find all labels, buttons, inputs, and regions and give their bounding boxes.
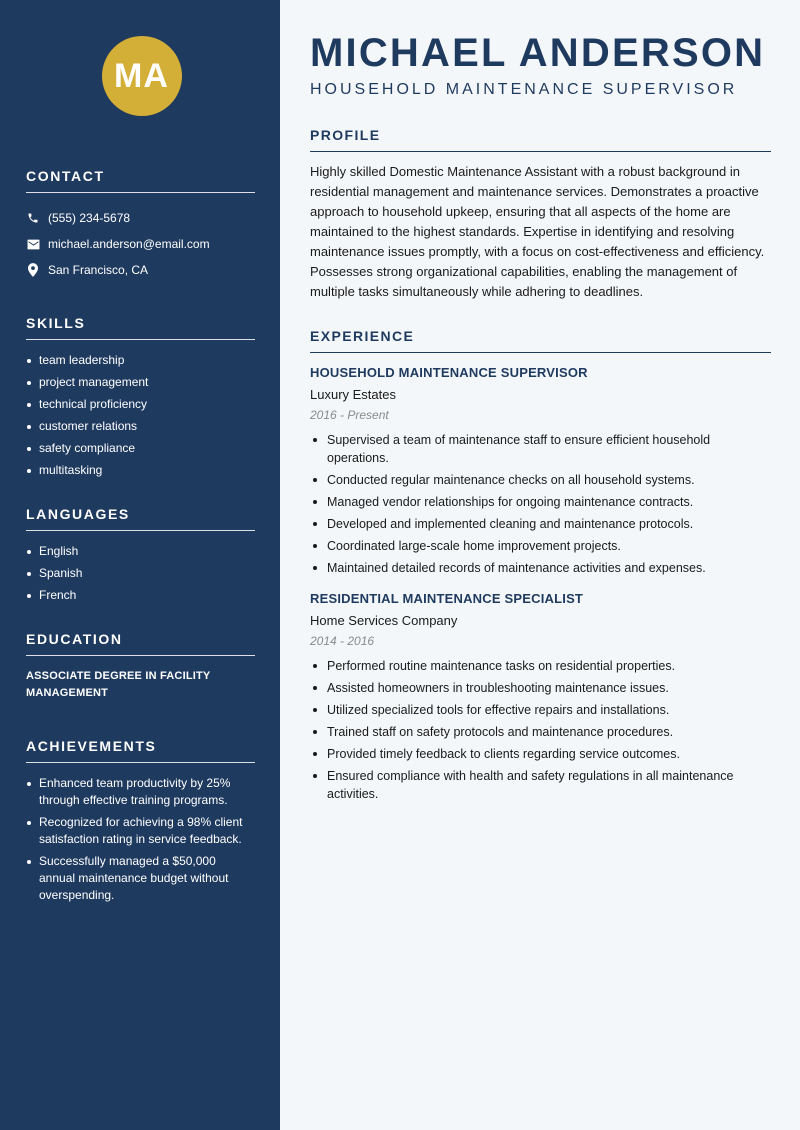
- skill-item: technical proficiency: [26, 396, 255, 413]
- job-bullet: Managed vendor relationships for ongoing maintenance contracts.: [310, 493, 771, 511]
- achievements-list: [26, 775, 255, 904]
- languages-heading: LANGUAGES: [26, 506, 255, 531]
- phone-icon: [26, 211, 40, 225]
- skills-heading: SKILLS: [26, 315, 255, 340]
- candidate-title: HOUSEHOLD MAINTENANCE SUPERVISOR: [310, 81, 738, 98]
- skills-list: [26, 352, 255, 479]
- job-bullet: Ensured compliance with health and safety regulations in all maintenance activities.: [310, 767, 771, 803]
- job-bullet: Conducted regular maintenance checks on all household systems.: [310, 471, 771, 489]
- job-bullet: Supervised a team of maintenance staff to ensure efficient household operations.: [310, 431, 771, 467]
- skills-section: [26, 315, 255, 479]
- job-dates: 2014 - 2016: [310, 634, 375, 648]
- job-title: RESIDENTIAL MAINTENANCE SPECIALIST: [310, 591, 584, 606]
- contact-section: [26, 168, 255, 283]
- contact-heading: CONTACT: [26, 168, 255, 193]
- job-bullet: Assisted homeowners in troubleshooting maintenance issues.: [310, 679, 771, 697]
- skill-item: multitasking: [26, 462, 255, 479]
- achievements-heading: ACHIEVEMENTS: [26, 738, 255, 763]
- job-bullet: Developed and implemented cleaning and maintenance protocols.: [310, 515, 771, 533]
- job-title: HOUSEHOLD MAINTENANCE SUPERVISOR: [310, 365, 588, 380]
- profile-section: [310, 127, 771, 302]
- email-text: michael.anderson@email.com: [48, 237, 210, 251]
- job-dates: 2016 - Present: [310, 408, 389, 422]
- skill-item: team leadership: [26, 352, 255, 369]
- achievement-item: Successfully managed a $50,000 annual maintenance budget without overspending.: [26, 853, 255, 904]
- job-bullet: Trained staff on safety protocols and maintenance procedures.: [310, 723, 771, 741]
- languages-list: [26, 543, 255, 604]
- job-company: Home Services Company: [310, 613, 458, 628]
- job-entry: [310, 365, 771, 577]
- skill-item: safety compliance: [26, 440, 255, 457]
- language-item: English: [26, 543, 255, 560]
- location-pin-icon: [26, 263, 40, 277]
- language-item: Spanish: [26, 565, 255, 582]
- job-bullet: Utilized specialized tools for effective repairs and installations.: [310, 701, 771, 719]
- avatar: MA: [102, 36, 182, 116]
- sidebar: [0, 0, 280, 1130]
- profile-heading: PROFILE: [310, 127, 771, 152]
- skill-item: customer relations: [26, 418, 255, 435]
- education-heading: EDUCATION: [26, 631, 255, 656]
- contact-email: [26, 231, 255, 257]
- job-company: Luxury Estates: [310, 387, 396, 402]
- skill-item: project management: [26, 374, 255, 391]
- achievement-item: Recognized for achieving a 98% client satisfaction rating in service feedback.: [26, 814, 255, 848]
- location-text: San Francisco, CA: [48, 263, 149, 277]
- phone-text: (555) 234-5678: [48, 211, 131, 225]
- contact-phone: [26, 205, 255, 231]
- main-content: [280, 0, 800, 1130]
- profile-text: Highly skilled Domestic Maintenance Assistant with a robust background in residential management and maintenance services. Demonstrates a proactive approach to household upkeep, ensuring that all aspects of the home are maintained to the highest standards. Expertise in identifying and resolving maintenance issues promptly, with a focus on cost-effectiveness and efficiency. Possesses strong organizational capabilities, enabling the management of multiple tasks simultaneously while adhering to deadlines.: [310, 164, 765, 299]
- achievements-section: [26, 738, 255, 904]
- job-entry: [310, 591, 771, 803]
- achievement-item: Enhanced team productivity by 25% through effective training programs.: [26, 775, 255, 809]
- job-bullets: [310, 431, 771, 577]
- email-icon: [26, 237, 40, 251]
- job-bullet: Coordinated large-scale home improvement projects.: [310, 537, 771, 555]
- education-degree: ASSOCIATE DEGREE IN FACILITY MANAGEMENT: [26, 670, 211, 699]
- job-bullets: [310, 657, 771, 803]
- education-section: [26, 631, 255, 702]
- experience-heading: EXPERIENCE: [310, 328, 771, 353]
- experience-section: [310, 328, 771, 803]
- job-bullet: Provided timely feedback to clients regarding service outcomes.: [310, 745, 771, 763]
- language-item: French: [26, 587, 255, 604]
- candidate-name: MICHAEL ANDERSON: [310, 31, 766, 75]
- job-bullet: Maintained detailed records of maintenance activities and expenses.: [310, 559, 771, 577]
- contact-location: [26, 257, 255, 283]
- languages-section: [26, 506, 255, 604]
- job-bullet: Performed routine maintenance tasks on residential properties.: [310, 657, 771, 675]
